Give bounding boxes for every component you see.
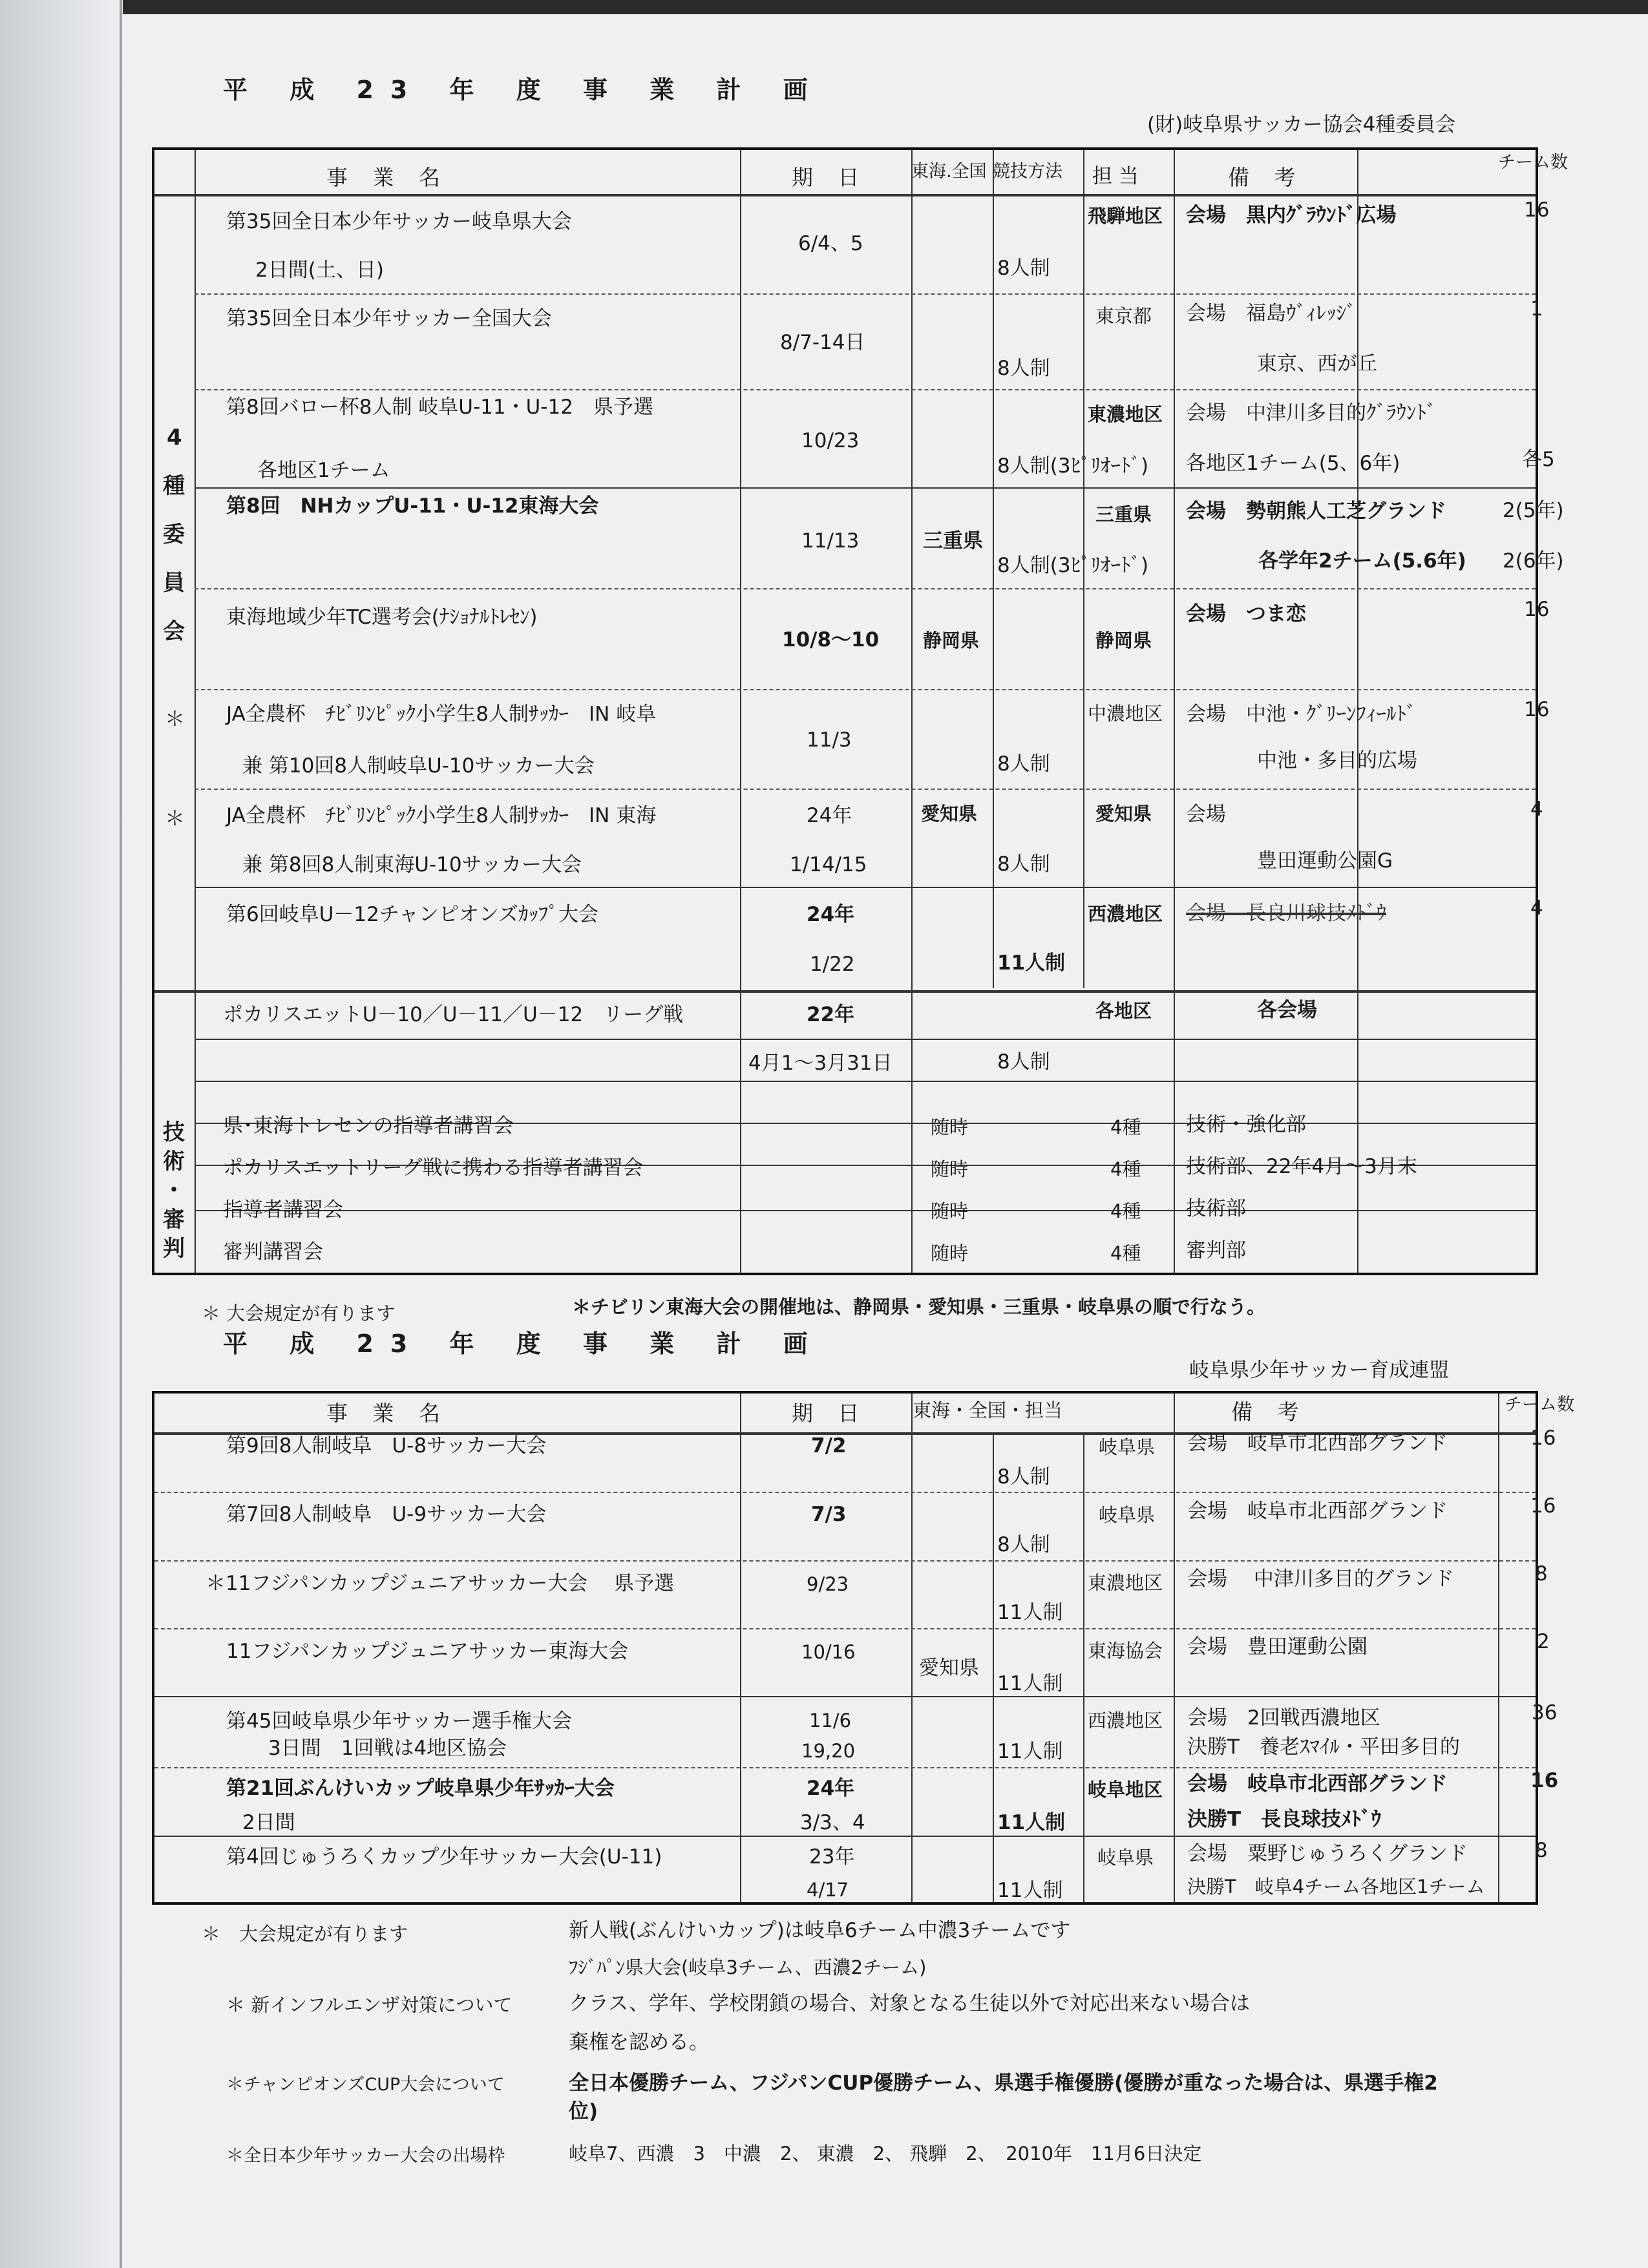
event-date: 6/4、5 — [798, 232, 863, 255]
event-tanto: 東濃地区 — [1088, 1572, 1163, 1594]
event-venue-2: 決勝T 養老ｽﾏｲﾙ・平田多目的 — [1187, 1735, 1460, 1759]
event-name: 11フジパンカップジュニアサッカー東海大会 — [226, 1640, 629, 1663]
note-text: 岐阜7、西濃 3 中濃 2、 東濃 2、 飛騨 2、 2010年 11月6日決定 — [569, 2143, 1202, 2165]
event-method: 8人制(3ﾋﾟﾘｵｰﾄﾞ) — [997, 554, 1149, 577]
event-method: 8人制 — [997, 1465, 1050, 1489]
training-biko: 審判部 — [1186, 1239, 1246, 1262]
event-method: 11人制 — [997, 951, 1066, 975]
event-tanto: 岐阜県 — [1099, 1504, 1156, 1526]
event-tanto: 西濃地区 — [1088, 1710, 1163, 1732]
row-divider — [195, 887, 1536, 888]
event-method: 11人制 — [997, 1740, 1063, 1763]
event-date-2: 3/3、4 — [800, 1811, 865, 1834]
event-method: 8人制 — [997, 1050, 1050, 1074]
event-teams: 16 — [1524, 598, 1550, 621]
row-divider — [154, 1492, 1536, 1493]
event-tanto: 東海協会 — [1088, 1640, 1163, 1662]
event-method: 8人制 — [997, 853, 1050, 876]
event-venue-2: 各地区1チーム(5、6年) — [1186, 452, 1400, 475]
row-divider — [195, 588, 1536, 589]
row-divider — [195, 487, 1536, 489]
event-name: 第6回岐阜U－12チャンピオンズｶｯﾌﾟ大会 — [226, 903, 598, 926]
side-label-char: 委 — [163, 522, 185, 547]
plan2-header-date: 期 日 — [792, 1401, 869, 1426]
note-label: ＊全日本少年サッカー大会の出場枠 — [226, 2146, 505, 2166]
event-date-2: 4/17 — [807, 1879, 849, 1901]
plan1-header-tokai: 東海.全国 — [911, 162, 987, 182]
event-date: 7/2 — [811, 1434, 847, 1457]
event-date: 11/13 — [801, 529, 860, 553]
binding-edge — [120, 0, 122, 2268]
col-divider — [195, 150, 196, 1273]
event-venue-2: 豊田運動公園G — [1257, 849, 1393, 873]
training-tanto: 4種 — [1110, 1242, 1141, 1264]
training-biko: 技術部、22年4月～3月末 — [1186, 1155, 1417, 1178]
event-teams: 1 — [1530, 297, 1543, 321]
event-method: 11人制 — [997, 1601, 1063, 1624]
row-divider — [195, 689, 1536, 690]
event-venue: 会場 岐阜市北西部グランド — [1187, 1432, 1448, 1455]
training-timing: 随時 — [931, 1200, 969, 1222]
side-label-char: 会 — [163, 619, 185, 644]
side-label-char: 4 — [167, 425, 182, 450]
event-tokai: 三重県 — [923, 529, 983, 553]
event-date: 24年 — [807, 804, 852, 827]
row-divider — [154, 1836, 1536, 1837]
col-divider — [1174, 1394, 1175, 1902]
event-venue-2: 決勝T 長良球技ﾒﾄﾞｳ — [1187, 1808, 1382, 1831]
event-venue-2: 中池・多目的広場 — [1257, 749, 1417, 772]
note-label: ＊ 新インフルエンザ対策について — [226, 1994, 512, 2016]
row-divider — [154, 1696, 1536, 1697]
event-subname: 3日間 1回戦は4地区協会 — [268, 1737, 507, 1760]
event-tanto: 東京都 — [1095, 305, 1152, 327]
training-tanto: 4種 — [1110, 1116, 1141, 1138]
event-tanto: 岐阜地区 — [1088, 1779, 1163, 1801]
event-method: 11人制 — [997, 1672, 1063, 1695]
event-date: 11/3 — [807, 728, 852, 752]
training-timing: 随時 — [931, 1158, 969, 1180]
event-venue: 会場 中池・ｸﾞﾘｰﾝﾌｨｰﾙﾄﾞ — [1186, 703, 1417, 726]
event-date-2: 1/22 — [810, 953, 855, 976]
event-venue: 会場 — [1186, 803, 1226, 826]
event-tanto: 中濃地区 — [1088, 703, 1163, 725]
event-teams: 各5 — [1522, 448, 1555, 471]
event-date: 10/8～10 — [782, 628, 880, 652]
event-tanto: 西濃地区 — [1088, 903, 1163, 925]
event-venue: 会場 黒内ｸﾞﾗｳﾝﾄﾞ広場 — [1186, 204, 1397, 227]
event-name: 第35回全日本少年サッカー全国大会 — [226, 307, 552, 330]
event-venue: 会場 つま恋 — [1186, 602, 1306, 626]
event-tanto: 東濃地区 — [1088, 403, 1163, 425]
training-name: 審判講習会 — [223, 1240, 323, 1264]
event-method: 8人制 — [997, 257, 1050, 280]
note-text-2: 棄権を認める。 — [569, 2031, 709, 2054]
asterisk-mark: ＊ — [165, 708, 185, 731]
col-divider — [993, 1432, 994, 1902]
event-date: 24年 — [807, 903, 855, 926]
plan1-header-name: 事 業 名 — [326, 165, 449, 190]
event-date: 11/6 — [809, 1710, 852, 1732]
plan1-note: ＊ 大会規定が有ります — [202, 1302, 396, 1324]
side-label-char: 技 — [163, 1119, 185, 1145]
event-date: 9/23 — [807, 1573, 849, 1595]
row-divider — [154, 1628, 1536, 1629]
row-divider — [195, 789, 1536, 790]
side-label-char: 種 — [163, 473, 185, 499]
plan2-header-teams: チーム数 — [1505, 1395, 1574, 1415]
event-name: 第8回バロー杯8人制 岐阜U-11・U-12 県予選 — [226, 396, 653, 419]
event-teams: 8 — [1535, 1839, 1548, 1862]
col-divider — [1083, 1432, 1084, 1902]
row-divider — [154, 194, 1536, 196]
event-name: 第4回じゅうろくカップ少年サッカー大会(U-11) — [226, 1845, 662, 1869]
row-divider — [195, 293, 1536, 295]
row-divider — [154, 1560, 1536, 1562]
event-venue: 会場 2回戦西濃地区 — [1187, 1706, 1380, 1730]
plan2-organization: 岐阜県少年サッカー育成連盟 — [1189, 1359, 1450, 1382]
event-date: 7/3 — [811, 1503, 847, 1526]
plan1-header-teams: チーム数 — [1498, 153, 1568, 173]
event-name: 第45回岐阜県少年サッカー選手権大会 — [226, 1710, 572, 1733]
event-method: 8人制 — [997, 1533, 1050, 1556]
event-teams: 16 — [1530, 1769, 1559, 1792]
event-venue-2: 東京、西が丘 — [1257, 352, 1377, 376]
event-date: 23年 — [809, 1845, 855, 1869]
event-venue: 会場 中津川多目的グランド — [1187, 1567, 1454, 1591]
training-timing: 随時 — [931, 1242, 969, 1264]
side-label-char: 員 — [163, 570, 185, 596]
event-subname: 各地区1チーム — [257, 459, 390, 482]
note-text: 全日本優勝チーム、フジパンCUP優勝チーム、県選手権優勝(優勝が重なった場合は、県選手権2 — [569, 2072, 1438, 2095]
row-divider — [154, 1767, 1536, 1768]
plan1-title: 平 成 23 年 度 事 業 計 画 — [223, 76, 825, 104]
event-date: 8/7-14日 — [780, 331, 865, 354]
event-teams: 16 — [1530, 1426, 1556, 1450]
event-tanto: 各地区 — [1095, 1000, 1152, 1022]
event-name: 第21回ぶんけいカップ岐阜県少年ｻｯｶｰ大会 — [226, 1777, 615, 1800]
row-divider — [195, 1210, 1536, 1211]
col-divider — [740, 150, 741, 1273]
training-name: 指導者講習会 — [223, 1198, 343, 1222]
note-label: ＊チャンピオンズCUP大会について — [226, 2075, 505, 2095]
col-divider — [740, 1394, 741, 1902]
event-subname: 2日間 — [242, 1811, 295, 1834]
event-method: 11人制 — [997, 1811, 1066, 1834]
event-subname: 兼 第10回8人制岐阜U-10サッカー大会 — [242, 754, 595, 778]
col-divider — [1498, 1394, 1499, 1902]
event-teams: 2(6年) — [1503, 549, 1564, 573]
col-divider — [993, 150, 994, 988]
event-teams: 8 — [1535, 1562, 1548, 1585]
plan2-header-name: 事 業 名 — [326, 1401, 449, 1426]
note-text: 新人戦(ぶんけいカップ)は岐阜6チーム中濃3チームです — [569, 1919, 1071, 1942]
training-name: 県･東海トレセンの指導者講習会 — [223, 1114, 514, 1138]
event-tanto: 岐阜県 — [1097, 1847, 1154, 1869]
asterisk-mark: ＊ — [165, 807, 185, 831]
event-subname: 2日間(土、日) — [255, 259, 384, 282]
event-method: 8人制 — [997, 752, 1050, 776]
event-venue: 会場 勢朝熊人工芝グランド — [1186, 500, 1446, 523]
note-text: クラス、学年、学校閉鎖の場合、対象となる生徒以外で対応出来ない場合は — [569, 1992, 1250, 2015]
plan1-header-method: 競技方法 — [993, 162, 1062, 182]
col-divider — [911, 1394, 913, 1902]
plan1-header-date: 期 日 — [792, 165, 869, 190]
event-teams: 16 — [1530, 1494, 1556, 1518]
plan2-header-tokai: 東海・全国・担当 — [913, 1399, 1063, 1421]
training-tanto: 4種 — [1110, 1158, 1141, 1180]
plan2-title: 平 成 23 年 度 事 業 計 画 — [223, 1330, 825, 1358]
event-tanto: 愛知県 — [1095, 803, 1152, 825]
event-tokai: 静岡県 — [923, 630, 980, 652]
training-timing: 随時 — [931, 1116, 969, 1138]
event-teams: 16 — [1524, 198, 1550, 222]
event-name: ＊11フジパンカップジュニアサッカー大会 県予選 — [206, 1572, 675, 1595]
event-date: 24年 — [807, 1777, 855, 1800]
event-name: 東海地域少年TC選考会(ﾅｼｮﾅﾙﾄﾚｾﾝ) — [226, 606, 538, 629]
event-name: 第35回全日本少年サッカー岐阜県大会 — [226, 210, 572, 233]
note-text-2: 位) — [569, 2100, 598, 2123]
page-binding-shadow — [0, 0, 129, 2268]
row-divider — [195, 389, 1536, 390]
event-venue: 会場 岐阜市北西部グランド — [1187, 1772, 1448, 1796]
event-teams: 36 — [1532, 1701, 1558, 1724]
event-teams: 2(5年) — [1503, 499, 1564, 522]
training-biko: 技術・強化部 — [1186, 1113, 1306, 1136]
event-date: 22年 — [807, 1003, 855, 1026]
side-label-char: 審 — [163, 1207, 185, 1233]
page-top-edge — [123, 0, 1648, 14]
event-name: JA全農杯 ﾁﾋﾞﾘﾝﾋﾟｯｸ小学生8人制ｻｯｶｰ IN 岐阜 — [226, 703, 657, 726]
event-method: 8人制(3ﾋﾟﾘｵｰﾄﾞ) — [997, 454, 1149, 478]
side-label-char: 判 — [163, 1236, 185, 1262]
event-teams: 4 — [1530, 896, 1543, 920]
event-venue: 会場 中津川多目的ｸﾞﾗｳﾝﾄﾞ — [1186, 401, 1437, 425]
event-venue: 会場 岐阜市北西部グランド — [1187, 1500, 1448, 1523]
event-tanto: 飛騨地区 — [1088, 205, 1163, 227]
event-date: 10/23 — [801, 429, 860, 452]
event-teams: 4 — [1530, 798, 1543, 821]
row-divider — [195, 1039, 1536, 1040]
event-name: ポカリスエットU－10／U－11／U－12 リーグ戦 — [223, 1003, 684, 1026]
event-name: 第7回8人制岐阜 U-9サッカー大会 — [226, 1503, 547, 1526]
row-divider — [195, 1081, 1536, 1082]
training-name: ポカリスエットリーグ戦に携わる指導者講習会 — [223, 1156, 643, 1180]
event-venue-2: 各学年2チーム(5.6年) — [1258, 549, 1466, 573]
event-venue: 会場 福島ｳﾞｨﾚｯｼﾞ — [1186, 302, 1357, 325]
event-teams: 2 — [1537, 1630, 1550, 1653]
note-text-2: ﾌｼﾞﾊﾟﾝ県大会(岐阜3チーム、西濃2チーム) — [569, 1956, 927, 1978]
col-divider — [1174, 150, 1175, 1273]
event-venue: 各会場 — [1257, 999, 1317, 1022]
event-date: 10/16 — [801, 1641, 856, 1663]
event-venue-2: 決勝T 岐阜4チーム各地区1チーム — [1187, 1876, 1485, 1898]
row-divider — [154, 990, 1536, 993]
training-tanto: 4種 — [1110, 1200, 1141, 1222]
event-tanto: 岐阜県 — [1099, 1436, 1156, 1458]
event-method: 8人制 — [997, 357, 1050, 380]
event-venue-struck: 会場 長良川球技ﾒﾄﾞｳ — [1186, 902, 1386, 925]
event-venue: 会場 豊田運動公園 — [1187, 1635, 1368, 1659]
plan1-header-biko: 備 考 — [1228, 165, 1305, 190]
event-tokai: 愛知県 — [921, 803, 978, 825]
event-subname: 兼 第8回8人制東海U-10サッカー大会 — [242, 853, 582, 876]
event-venue: 会場 粟野じゅうろくグランド — [1187, 1842, 1468, 1865]
event-name: 第8回 NHカップU-11・U-12東海大会 — [226, 494, 599, 518]
plan1-organization: (財)岐阜県サッカー協会4種委員会 — [1147, 113, 1456, 136]
event-teams: 16 — [1524, 698, 1550, 721]
plan1-note: ＊チビリン東海大会の開催地は、静岡県・愛知県・三重県・岐阜県の順で行なう。 — [572, 1296, 1266, 1318]
plan1-header-tanto: 担 当 — [1092, 165, 1139, 188]
plan2-header-biko: 備 考 — [1231, 1399, 1308, 1425]
training-biko: 技術部 — [1186, 1197, 1246, 1220]
event-tokai: 愛知県 — [919, 1657, 979, 1680]
event-tanto: 三重県 — [1095, 503, 1152, 525]
event-name: 第9回8人制岐阜 U-8サッカー大会 — [226, 1434, 547, 1457]
note-label: ＊ 大会規定が有ります — [202, 1923, 408, 1945]
event-date-2: 1/14/15 — [790, 853, 867, 876]
event-tanto: 静岡県 — [1095, 630, 1152, 652]
col-divider — [911, 150, 913, 1273]
side-label-char: 術 — [163, 1149, 185, 1174]
event-name: JA全農杯 ﾁﾋﾞﾘﾝﾋﾟｯｸ小学生8人制ｻｯｶｰ IN 東海 — [226, 804, 657, 827]
event-date-2: 4月1～3月31日 — [748, 1052, 893, 1075]
event-method: 11人制 — [997, 1879, 1063, 1902]
event-date-2: 19,20 — [801, 1740, 856, 1762]
side-label-char: ・ — [163, 1178, 185, 1203]
